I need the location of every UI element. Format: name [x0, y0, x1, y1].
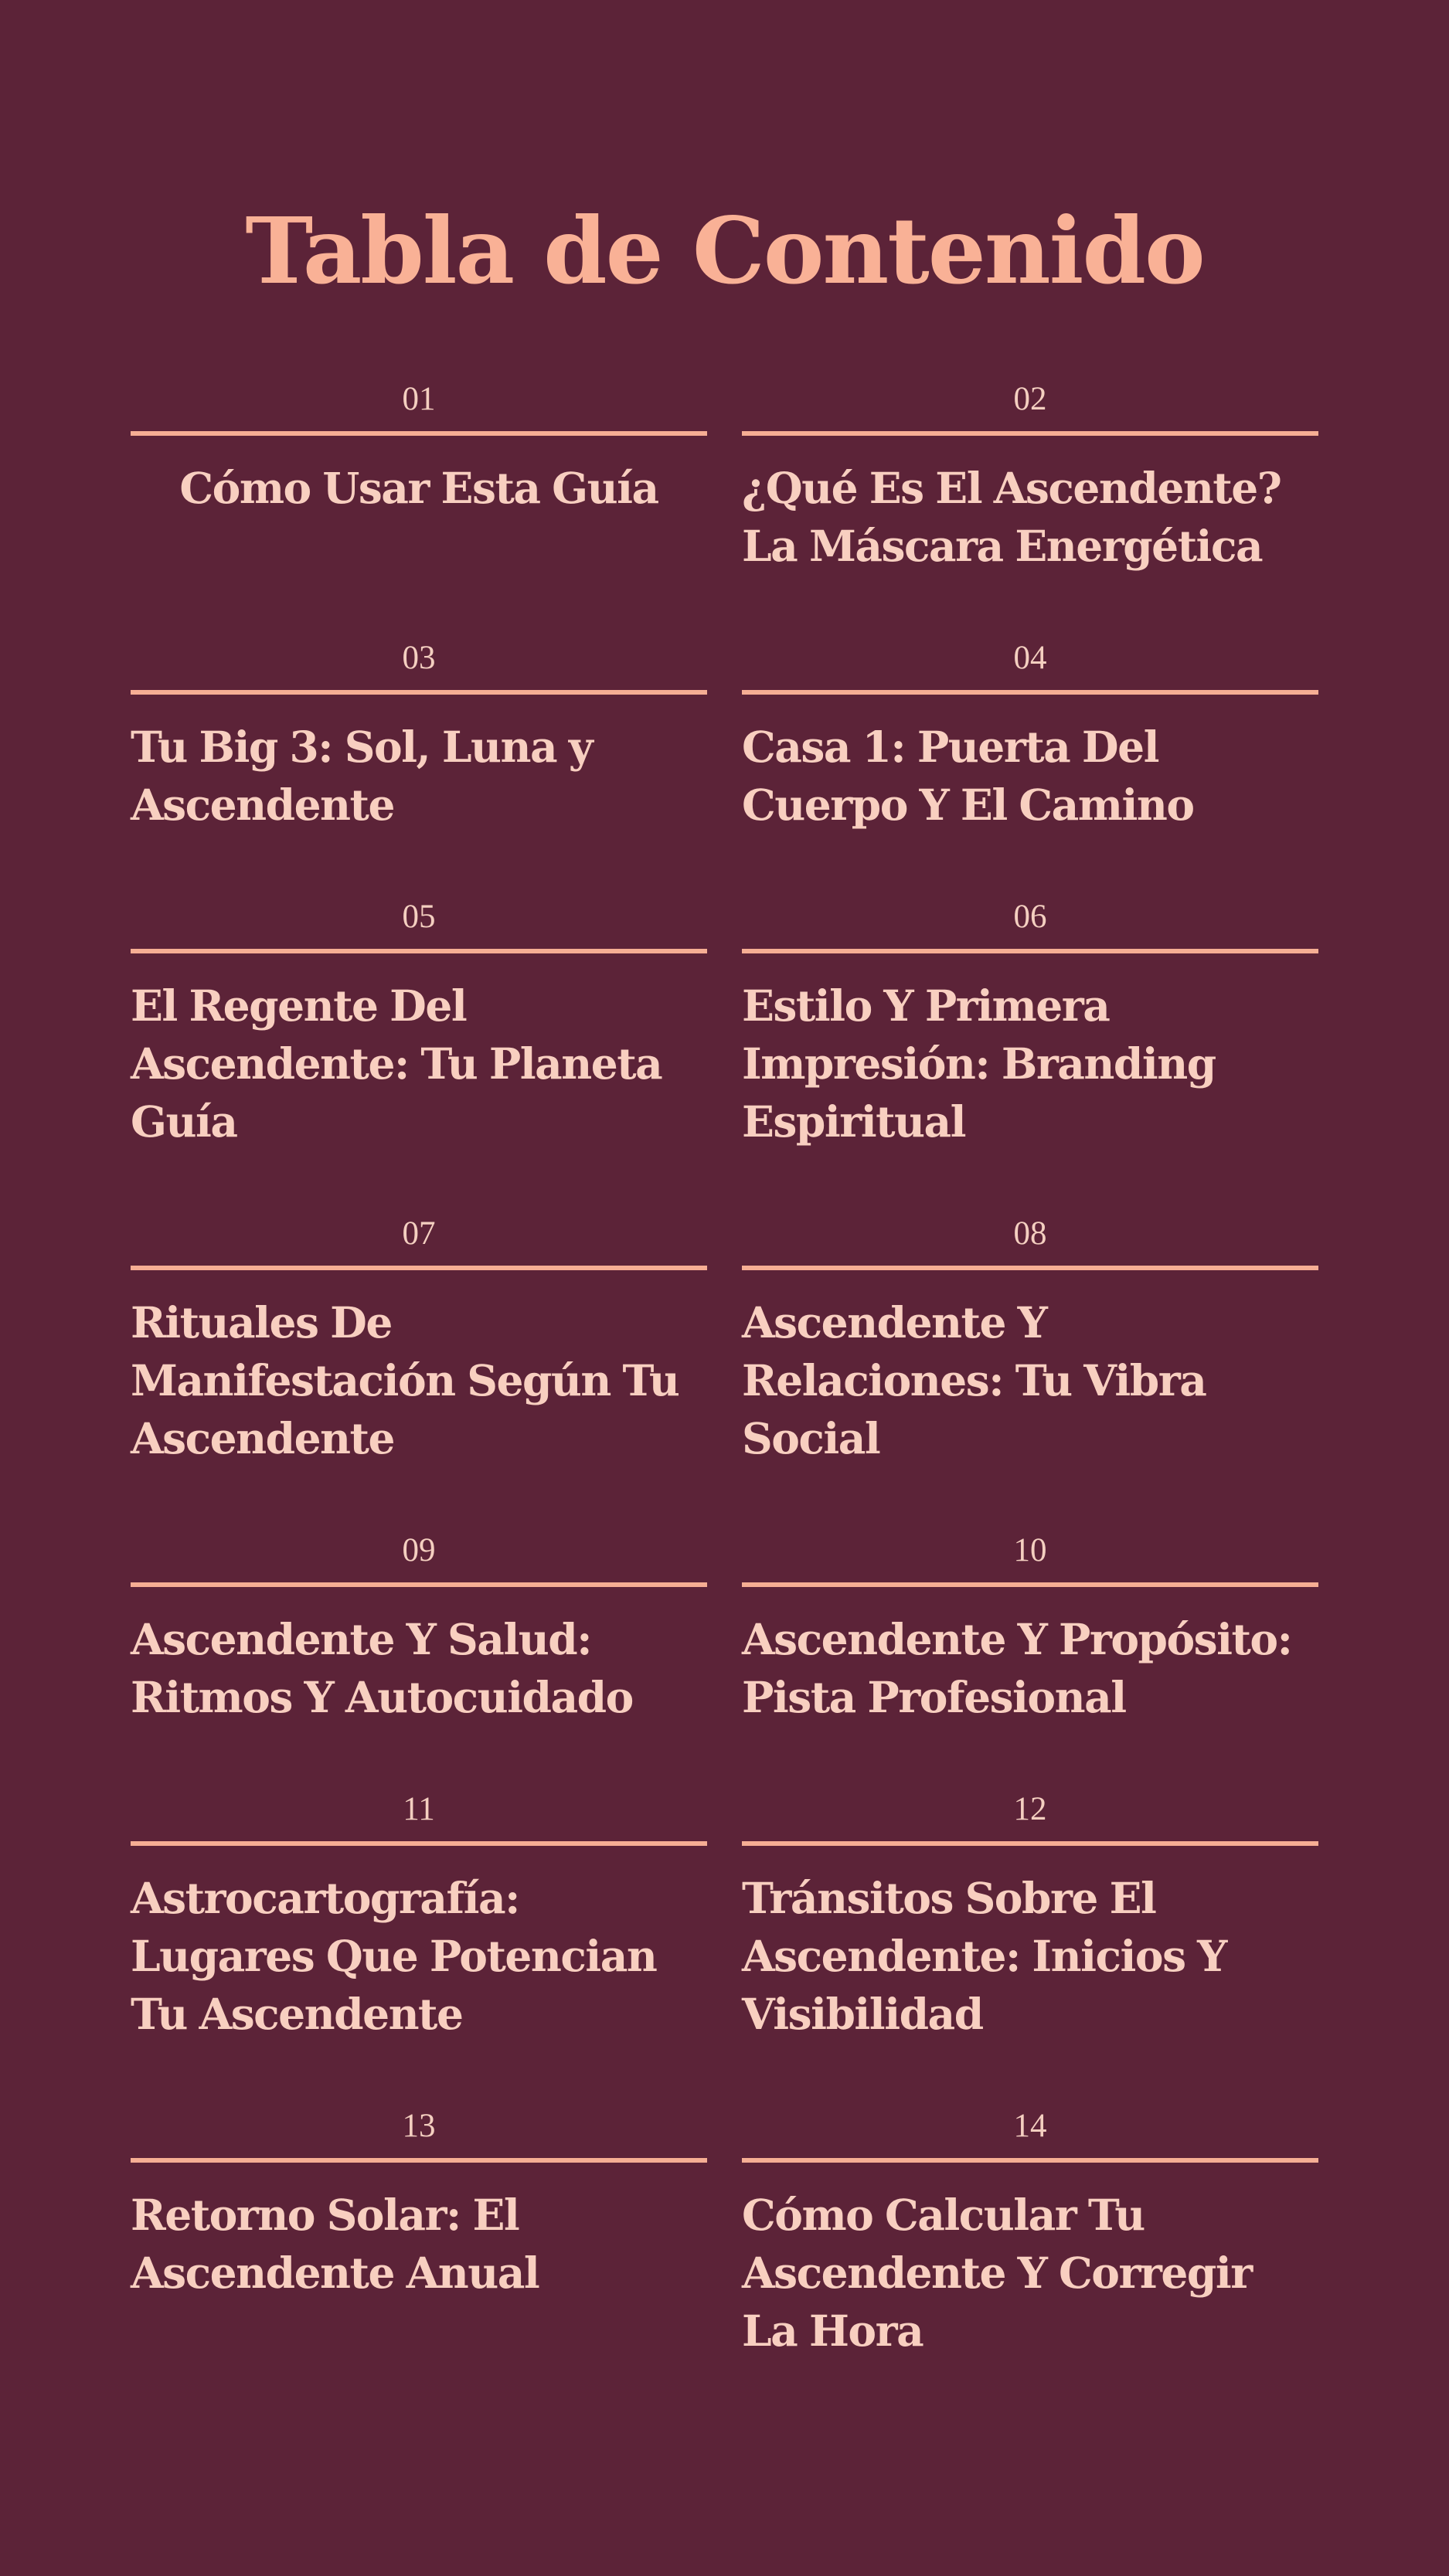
toc-divider	[131, 431, 707, 436]
toc-entry-09[interactable]	[131, 1531, 707, 1726]
toc-entry-14[interactable]	[742, 2107, 1318, 2360]
toc-entry-number: 04	[1013, 640, 1047, 676]
page-title: Tabla de Contenido	[245, 197, 1204, 304]
toc-divider	[131, 690, 707, 695]
toc-divider	[131, 1841, 707, 1846]
toc-divider	[742, 1841, 1318, 1846]
toc-entry-title[interactable]: Tránsitos Sobre El Ascendente: Inicios Y Visibilidad	[742, 1873, 1226, 2039]
toc-entry-number: 06	[1013, 899, 1047, 935]
toc-entry-07[interactable]	[131, 1215, 707, 1467]
toc-entry-number: 02	[1013, 381, 1047, 417]
toc-entry-number: 08	[1013, 1215, 1047, 1252]
toc-entry-title[interactable]: Retorno Solar: El Ascendente Anual	[131, 2190, 539, 2298]
toc-divider	[742, 690, 1318, 695]
toc-entry-number: 07	[402, 1215, 436, 1252]
toc-entry-11[interactable]	[131, 1790, 707, 2043]
toc-entry-12[interactable]	[742, 1790, 1318, 2043]
toc-entry-title[interactable]: El Regente Del Ascendente: Tu Planeta Guía	[131, 980, 662, 1147]
toc-entry-10[interactable]	[742, 1531, 1318, 1726]
toc-entry-title[interactable]: Astrocartografía: Lugares Que Potencian Tu Ascendente	[131, 1873, 657, 2039]
toc-divider	[131, 1266, 707, 1270]
toc-entry-title[interactable]: Casa 1: Puerta Del Cuerpo Y El Camino	[742, 722, 1194, 830]
toc-entry-title[interactable]: Tu Big 3: Sol, Luna y Ascendente	[131, 722, 593, 830]
toc-divider	[742, 1266, 1318, 1270]
toc-entry-number: 10	[1013, 1532, 1047, 1568]
toc-divider	[131, 1582, 707, 1587]
toc-entry-number: 05	[402, 899, 436, 935]
toc-entry-number: 13	[402, 2108, 436, 2144]
toc-entry-08[interactable]	[742, 1215, 1318, 1467]
toc-entry-title[interactable]: Estilo Y Primera Impresión: Branding Espiritual	[742, 980, 1216, 1147]
toc-entry-title[interactable]: ¿Qué Es El Ascendente? La Máscara Energética	[742, 463, 1281, 571]
toc-entry-title[interactable]: Cómo Usar Esta Guía	[179, 463, 658, 513]
toc-entry-01[interactable]	[131, 380, 707, 517]
toc-entry-number: 03	[402, 640, 436, 676]
toc-entry-05[interactable]	[131, 898, 707, 1150]
toc-divider	[131, 949, 707, 953]
toc-entry-title[interactable]: Rituales De Manifestación Según Tu Ascendente	[131, 1297, 679, 1463]
toc-divider	[742, 2158, 1318, 2163]
toc-entry-number: 09	[402, 1532, 436, 1568]
toc-entry-02[interactable]	[742, 380, 1318, 575]
toc-entry-06[interactable]	[742, 898, 1318, 1150]
toc-entry-number: 01	[402, 381, 436, 417]
toc-divider	[742, 949, 1318, 953]
toc-divider	[742, 1582, 1318, 1587]
toc-entry-title[interactable]: Ascendente Y Propósito: Pista Profesional	[742, 1614, 1292, 1722]
toc-entry-04[interactable]	[742, 639, 1318, 834]
toc-entry-number: 14	[1013, 2108, 1047, 2144]
toc-entry-03[interactable]	[131, 639, 707, 834]
toc-entry-title[interactable]: Ascendente Y Salud: Ritmos Y Autocuidado	[131, 1614, 633, 1722]
toc-divider	[742, 431, 1318, 436]
toc-entry-number: 12	[1013, 1791, 1047, 1827]
toc-entry-13[interactable]	[131, 2107, 707, 2302]
toc-entry-title[interactable]: Cómo Calcular Tu Ascendente Y Corregir La Hora	[742, 2190, 1252, 2356]
toc-divider	[131, 2158, 707, 2163]
toc-entry-number: 11	[403, 1791, 435, 1827]
toc-entry-title[interactable]: Ascendente Y Relaciones: Tu Vibra Social	[742, 1297, 1206, 1463]
